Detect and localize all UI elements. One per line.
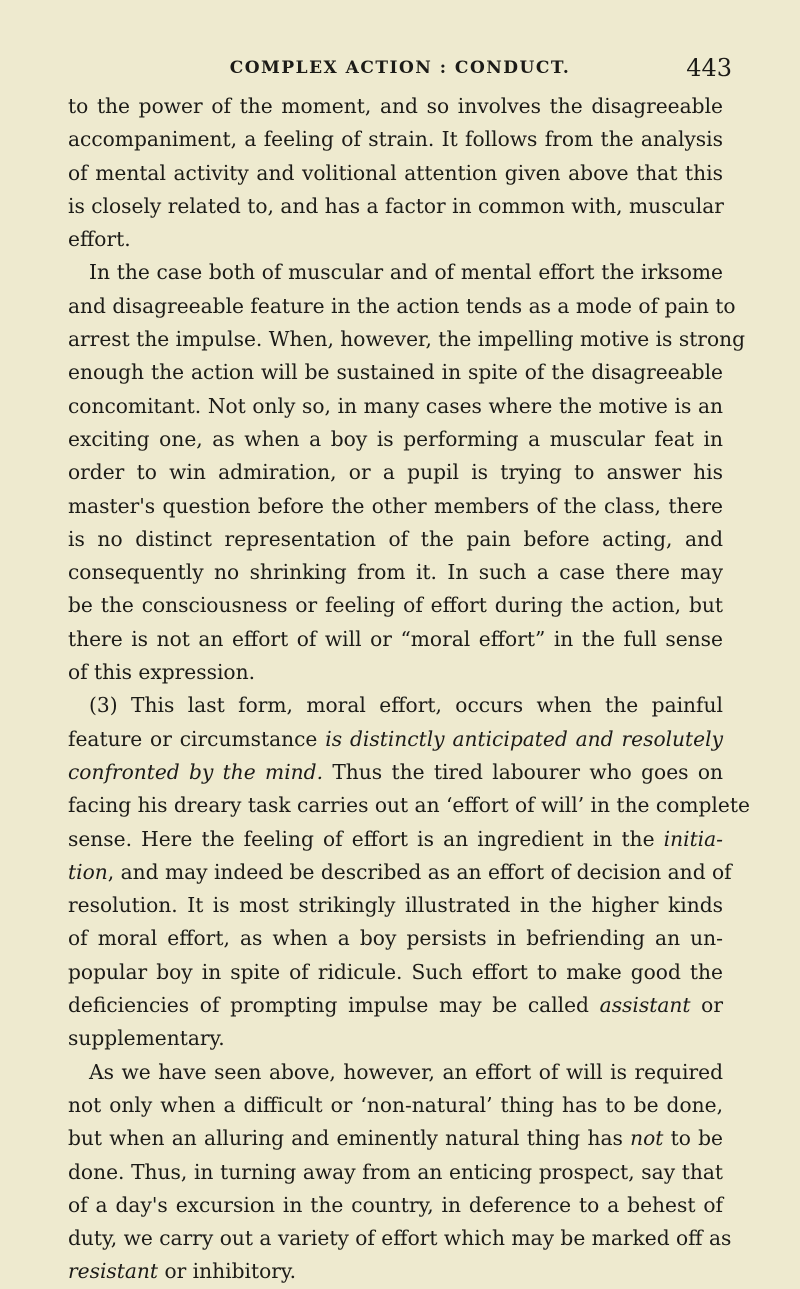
text-run: consequently no shrinking from it. In such a case there may bbox=[68, 560, 723, 585]
text-line bbox=[68, 956, 723, 989]
italic-run: initia- bbox=[663, 826, 723, 851]
text-line bbox=[68, 789, 750, 822]
text-line bbox=[68, 723, 723, 756]
text-run: and disagreeable feature in the action tends as a mode of pain to bbox=[68, 293, 736, 318]
body-text bbox=[68, 90, 750, 1289]
text-line bbox=[68, 223, 723, 256]
text-line bbox=[68, 256, 723, 289]
text-line bbox=[68, 490, 723, 523]
text-run: exciting one, as when a boy is performing a muscular feat in bbox=[68, 426, 723, 451]
text-run: deficiencies of prompting impulse may be called bbox=[68, 993, 600, 1018]
text-run: of mental activity and volitional attention given above that this bbox=[68, 160, 723, 185]
text-line bbox=[68, 1056, 723, 1089]
italic-run: resistant bbox=[68, 1259, 159, 1284]
text-line bbox=[68, 423, 723, 456]
text-line bbox=[68, 589, 723, 622]
text-line bbox=[68, 290, 736, 323]
text-run: order to win admiration, or a pupil is trying to answer his bbox=[68, 460, 723, 485]
text-run: is no distinct representation of the pain before acting, and bbox=[68, 526, 723, 551]
text-line bbox=[68, 889, 723, 922]
text-run: done. Thus, in turning away from an enticing prospect, say that bbox=[68, 1159, 723, 1184]
text-line bbox=[68, 356, 723, 389]
text-run: , and may indeed be described as an effort of decision and of bbox=[107, 859, 732, 884]
text-run: enough the action will be sustained in spite of the disagreeable bbox=[68, 360, 723, 385]
text-line bbox=[68, 1255, 723, 1288]
text-run: effort. bbox=[68, 227, 131, 252]
text-line bbox=[68, 1222, 732, 1255]
text-line bbox=[68, 157, 723, 190]
text-run: In the case both of muscular and of mental effort the irksome bbox=[89, 260, 723, 285]
text-run: (3) This last form, moral effort, occurs when the painful bbox=[89, 693, 723, 718]
italic-run: is distinctly anticipated and resolutely bbox=[325, 726, 723, 751]
text-run: there is not an effort of will or “moral effort” in the full sense bbox=[68, 626, 723, 651]
text-run: Thus the tired labourer who goes on bbox=[323, 759, 723, 784]
text-run: duty, we carry out a variety of effort which may be marked off as bbox=[68, 1226, 732, 1251]
text-run: feature or circumstance bbox=[68, 726, 326, 751]
text-run: of a day's excursion in the country, in deference to a behest of bbox=[68, 1192, 723, 1217]
text-line bbox=[68, 190, 723, 223]
text-run: sense. Here the feeling of effort is an ingredient in the bbox=[68, 826, 664, 851]
text-line bbox=[68, 123, 723, 156]
text-line bbox=[68, 1189, 723, 1222]
text-run: resolution. It is most strikingly illustrated in the higher kinds bbox=[68, 893, 723, 918]
text-run: to be bbox=[663, 1126, 723, 1151]
text-run: accompaniment, a feeling of strain. It follows from the analysis bbox=[68, 127, 723, 152]
text-run: concomitant. Not only so, in many cases where the motive is an bbox=[68, 393, 723, 418]
page-header bbox=[0, 54, 800, 84]
text-line bbox=[68, 989, 723, 1022]
text-run: but when an alluring and eminently natural thing has bbox=[68, 1126, 631, 1151]
italic-run: tion bbox=[68, 859, 108, 884]
text-line bbox=[68, 90, 723, 123]
text-run: not only when a difficult or ‘non-natural’ thing has to be done, bbox=[68, 1092, 723, 1117]
italic-run: assistant bbox=[599, 993, 691, 1018]
text-run: or bbox=[690, 993, 723, 1018]
text-line bbox=[68, 1022, 723, 1055]
text-line bbox=[68, 1089, 723, 1122]
text-run: supplementary. bbox=[68, 1026, 225, 1051]
text-line bbox=[68, 823, 723, 856]
text-line bbox=[68, 856, 732, 889]
text-line bbox=[68, 623, 723, 656]
text-line bbox=[68, 756, 723, 789]
text-run: to the power of the moment, and so involves the disagreeable bbox=[68, 94, 723, 118]
text-run: or inhibitory. bbox=[158, 1259, 297, 1284]
italic-run: confronted by the mind. bbox=[68, 759, 323, 784]
text-line bbox=[68, 1122, 723, 1155]
text-line bbox=[68, 323, 746, 356]
text-line bbox=[68, 456, 723, 489]
text-line bbox=[68, 1156, 723, 1189]
text-run: master's question before the other members of the class, there bbox=[68, 493, 723, 518]
text-run: As we have seen above, however, an effort of will is required bbox=[89, 1059, 723, 1084]
text-run: popular boy in spite of ridicule. Such effort to make good the bbox=[68, 959, 723, 984]
text-line bbox=[68, 689, 723, 722]
text-run: of moral effort, as when a boy persists in befriending an un- bbox=[68, 926, 723, 951]
text-line bbox=[68, 523, 723, 556]
text-line bbox=[68, 656, 723, 689]
text-line bbox=[68, 922, 723, 955]
italic-run: not bbox=[630, 1126, 664, 1151]
text-line bbox=[68, 556, 723, 589]
text-run: facing his dreary task carries out an ‘effort of will’ in the complete bbox=[68, 793, 750, 818]
text-run: arrest the impulse. When, however, the impelling motive is strong bbox=[68, 327, 746, 352]
page-number: 443 bbox=[686, 54, 732, 82]
text-run: of this expression. bbox=[68, 660, 255, 685]
text-run: is closely related to, and has a factor in common with, muscular bbox=[68, 193, 724, 218]
running-title: COMPLEX ACTION : CONDUCT. bbox=[229, 58, 571, 78]
text-run: be the consciousness or feeling of effort during the action, but bbox=[68, 593, 723, 618]
text-line bbox=[68, 390, 723, 423]
